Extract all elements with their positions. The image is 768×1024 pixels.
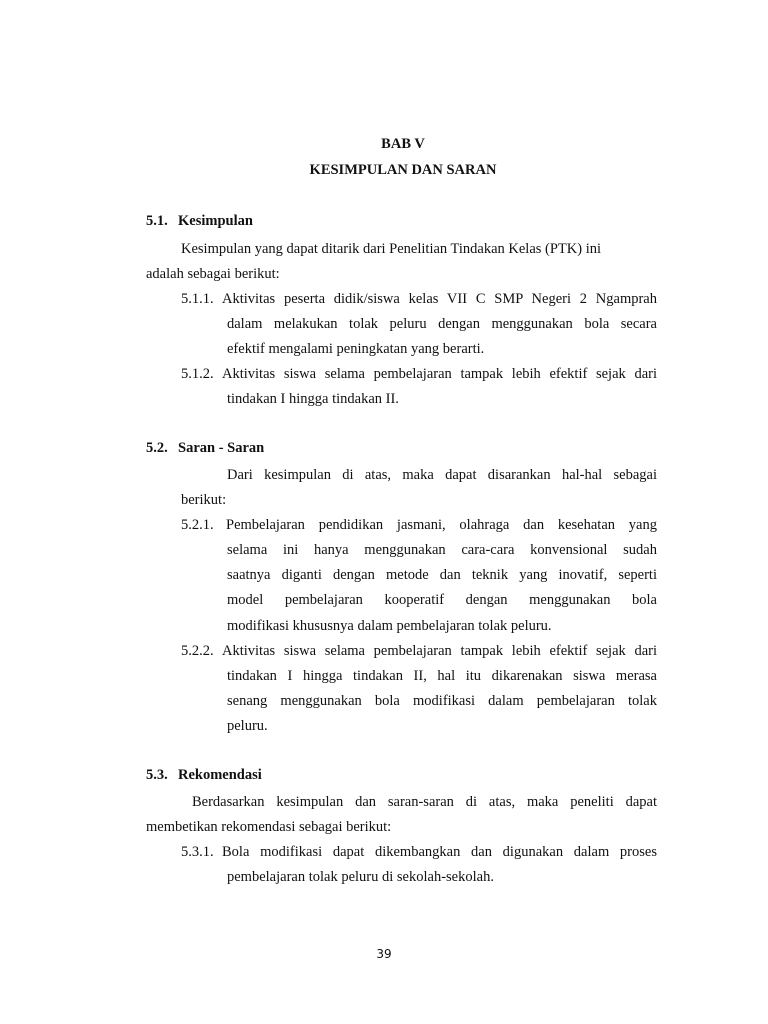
page-number: 39 [376,947,392,961]
list-item-line: Aktivitas peserta didik/siswa kelas VII C SMP Negeri 2 Ngamprah [222,291,657,307]
list-item-number: 5.3.1. [181,844,214,860]
list-item-line: tindakan I hingga tindakan II, hal itu dikarenakan siswa merasa [227,668,657,684]
section-number: 5.2. [146,440,168,456]
section-heading-kesimpulan [146,213,253,230]
section-number: 5.1. [146,213,168,229]
list-item-line: pembelajaran tolak peluru di sekolah-sekolah. [227,869,494,885]
section-title: Rekomendasi [178,767,262,783]
list-item-line: efektif mengalami peningkatan yang berarti. [227,341,485,357]
list-item-line: peluru. [227,718,268,734]
list-item-number: 5.2.1. [181,517,214,533]
paragraph-line: adalah sebagai berikut: [146,266,280,282]
paragraph-line: Kesimpulan yang dapat ditarik dari Penelitian Tindakan Kelas (PTK) ini [181,241,602,257]
list-item-number: 5.1.1. [181,291,214,307]
chapter-title: KESIMPULAN DAN SARAN [309,162,497,178]
section-title: Kesimpulan [178,213,253,229]
paragraph-line: berikut: [181,492,227,508]
list-item-line: Aktivitas siswa selama pembelajaran tampak lebih efektif sejak dari [222,643,657,659]
list-item-number: 5.1.2. [181,366,214,382]
section-heading-rekomendasi [146,767,262,784]
list-item-line: modifikasi khususnya dalam pembelajaran tolak peluru. [227,618,552,634]
paragraph-line: membetikan rekomendasi sebagai berikut: [146,819,392,835]
chapter-label: BAB V [381,136,425,152]
section-title: Saran - Saran [178,440,265,456]
list-item-number: 5.2.2. [181,643,214,659]
list-item-line: tindakan I hingga tindakan II. [227,391,399,407]
section-number: 5.3. [146,767,168,783]
list-item-line: saatnya diganti dengan metode dan teknik yang inovatif, seperti [227,567,657,583]
list-item-line: senang menggunakan bola modifikasi dalam pembelajaran tolak [227,693,657,709]
list-item-line: Pembelajaran pendidikan jasmani, olahraga dan kesehatan yang [226,517,657,533]
paragraph-line: Berdasarkan kesimpulan dan saran-saran di atas, maka peneliti dapat [192,794,657,810]
section-heading-saran [146,440,264,457]
list-item-line: dalam melakukan tolak peluru dengan menggunakan bola secara [227,316,657,332]
list-item-line: selama ini hanya menggunakan cara-cara konvensional sudah [227,542,657,558]
paragraph-line: Dari kesimpulan di atas, maka dapat disarankan hal-hal sebagai [227,467,657,483]
list-item-line: model pembelajaran kooperatif dengan menggunakan bola [227,592,657,608]
list-item-line: Bola modifikasi dapat dikembangkan dan digunakan dalam proses [222,844,657,860]
list-item-line: Aktivitas siswa selama pembelajaran tampak lebih efektif sejak dari [222,366,657,382]
